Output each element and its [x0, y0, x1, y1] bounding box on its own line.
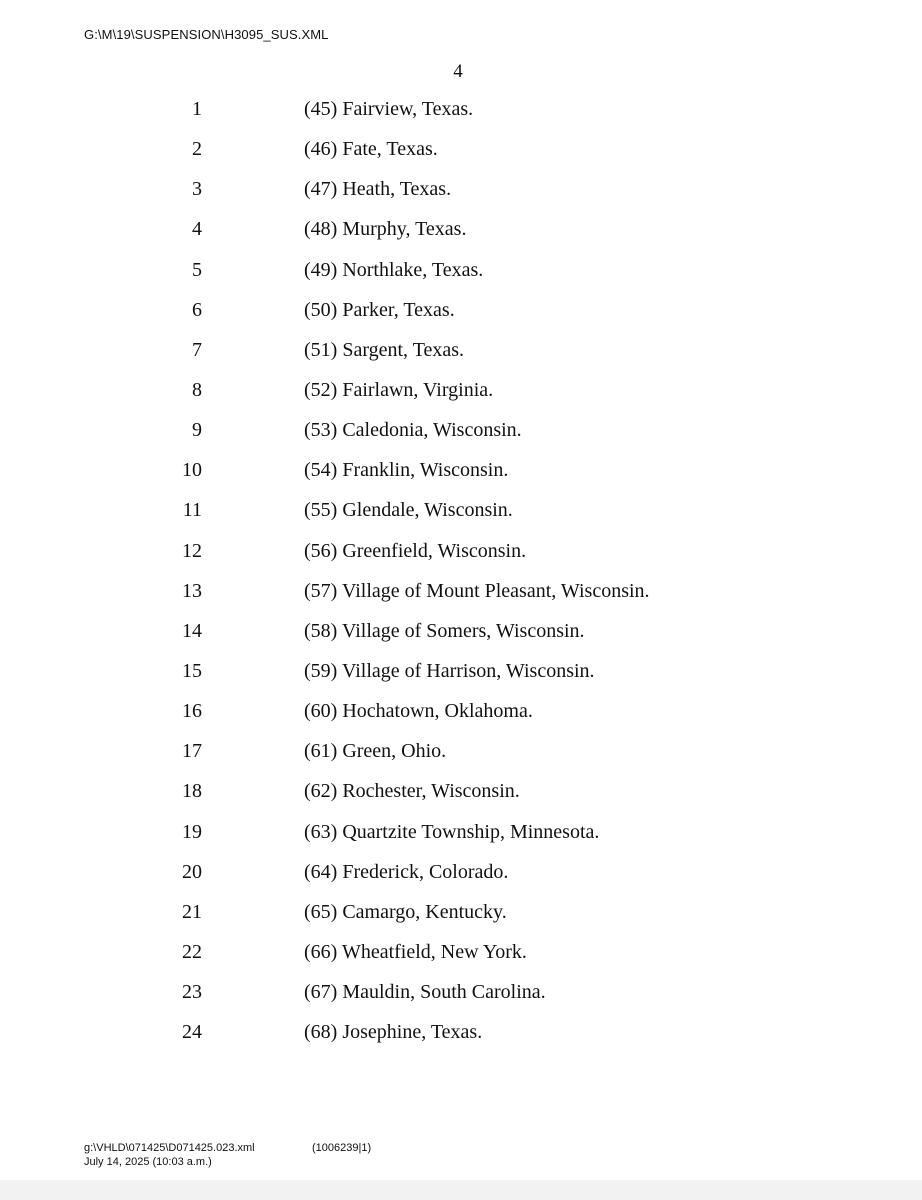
line-text: (66) Wheatfield, New York.: [304, 940, 527, 963]
line-text: (52) Fairlawn, Virginia.: [304, 378, 494, 401]
line-4: [0, 216, 922, 256]
line-text: (49) Northlake, Texas.: [304, 258, 484, 281]
line-1: [0, 96, 922, 136]
line-3: [0, 176, 922, 216]
line-number: 19: [182, 820, 202, 843]
line-text: (58) Village of Somers, Wisconsin.: [304, 619, 585, 642]
line-5: [0, 257, 922, 297]
line-number: 11: [182, 499, 202, 522]
footer-info: [84, 1141, 255, 1169]
footer-doc-code: (1006239|1): [312, 1142, 372, 1154]
line-text: (67) Mauldin, South Carolina.: [304, 981, 546, 1004]
line-number: 10: [182, 459, 202, 482]
line-18: [0, 778, 922, 818]
line-24: [0, 1019, 922, 1059]
footer-file-path: g:\VHLD\071425\D071425.023.xml: [84, 1142, 255, 1154]
line-text: (68) Josephine, Texas.: [304, 1021, 483, 1044]
line-number: 8: [192, 378, 202, 401]
line-number: 22: [182, 940, 202, 963]
line-number: 3: [192, 178, 202, 201]
line-text: (54) Franklin, Wisconsin.: [304, 459, 509, 482]
line-number: 12: [182, 539, 202, 562]
line-text: (57) Village of Mount Pleasant, Wisconsin.: [304, 579, 650, 602]
line-text: (53) Caledonia, Wisconsin.: [304, 419, 522, 442]
line-text: (63) Quartzite Township, Minnesota.: [304, 820, 600, 843]
line-number: 9: [192, 419, 202, 442]
line-text: (60) Hochatown, Oklahoma.: [304, 700, 533, 723]
line-number: 16: [182, 700, 202, 723]
line-text: (59) Village of Harrison, Wisconsin.: [304, 659, 595, 682]
line-text: (61) Green, Ohio.: [304, 740, 447, 763]
line-number: 2: [192, 138, 202, 161]
header-file-path: G:\M\19\SUSPENSION\H3095_SUS.XML: [84, 27, 329, 42]
line-number: 23: [182, 981, 202, 1004]
line-text: (62) Rochester, Wisconsin.: [304, 780, 520, 803]
line-14: [0, 618, 922, 658]
line-number: 6: [192, 298, 202, 321]
line-text: (45) Fairview, Texas.: [304, 98, 474, 120]
line-number: 5: [192, 258, 202, 281]
page-number: 4: [453, 61, 463, 82]
line-text: (47) Heath, Texas.: [304, 178, 452, 201]
line-10: [0, 457, 922, 497]
line-12: [0, 538, 922, 578]
line-21: [0, 899, 922, 939]
line-number: 24: [182, 1021, 202, 1044]
line-number: 13: [182, 579, 202, 602]
line-number: 17: [182, 740, 202, 763]
line-text: (50) Parker, Texas.: [304, 298, 455, 321]
line-number: 14: [182, 619, 202, 642]
line-8: [0, 377, 922, 417]
line-9: [0, 417, 922, 457]
line-number: 21: [182, 900, 202, 923]
line-number: 4: [192, 218, 202, 241]
page-bottom-band: [0, 1180, 922, 1200]
line-text: (51) Sargent, Texas.: [304, 338, 465, 361]
line-number: 7: [192, 338, 202, 361]
line-23: [0, 979, 922, 1019]
line-16: [0, 698, 922, 738]
footer-date: July 14, 2025 (10:03 a.m.): [84, 1156, 212, 1168]
line-17: [0, 738, 922, 778]
line-number: 18: [182, 780, 202, 803]
line-19: [0, 819, 922, 859]
numbered-lines: [0, 96, 922, 1059]
line-text: (64) Frederick, Colorado.: [304, 860, 509, 883]
line-text: (48) Murphy, Texas.: [304, 218, 467, 241]
line-15: [0, 658, 922, 698]
line-6: [0, 297, 922, 337]
line-text: (56) Greenfield, Wisconsin.: [304, 539, 527, 562]
line-number: 20: [182, 860, 202, 883]
line-2: [0, 136, 922, 176]
line-number: 15: [182, 659, 202, 682]
line-7: [0, 337, 922, 377]
line-13: [0, 578, 922, 618]
line-text: (65) Camargo, Kentucky.: [304, 900, 507, 923]
line-number: 1: [192, 98, 202, 120]
line-22: [0, 939, 922, 979]
line-text: (46) Fate, Texas.: [304, 138, 438, 161]
line-20: [0, 859, 922, 899]
line-11: [0, 497, 922, 537]
line-text: (55) Glendale, Wisconsin.: [304, 499, 513, 522]
